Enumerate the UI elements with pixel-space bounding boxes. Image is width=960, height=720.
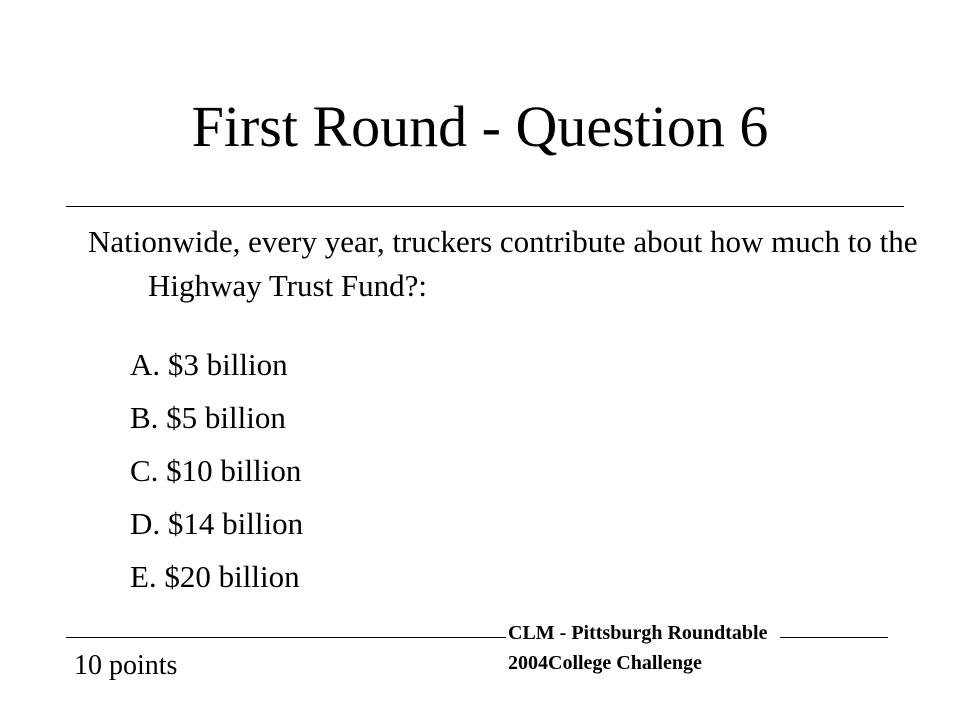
option-d: D. $14 billion	[130, 506, 304, 541]
footer-organization: CLM - Pittsburgh Roundtable	[508, 622, 768, 644]
option-e: E. $20 billion	[130, 559, 300, 594]
bottom-divider-right	[780, 637, 888, 638]
footer	[508, 618, 767, 678]
option-a: A. $3 billion	[130, 347, 288, 382]
top-divider	[66, 206, 904, 207]
answer-options	[130, 338, 303, 603]
footer-event: 2004College Challenge	[508, 652, 702, 674]
option-c: C. $10 billion	[130, 453, 302, 488]
points-label: 10 points	[74, 650, 178, 681]
question-text: Nationwide, every year, truckers contribute about how much to the Highway Trust Fund?:	[88, 224, 918, 303]
bottom-divider-left	[66, 637, 506, 638]
option-b: B. $5 billion	[130, 400, 286, 435]
slide-title: First Round - Question 6	[191, 94, 769, 159]
